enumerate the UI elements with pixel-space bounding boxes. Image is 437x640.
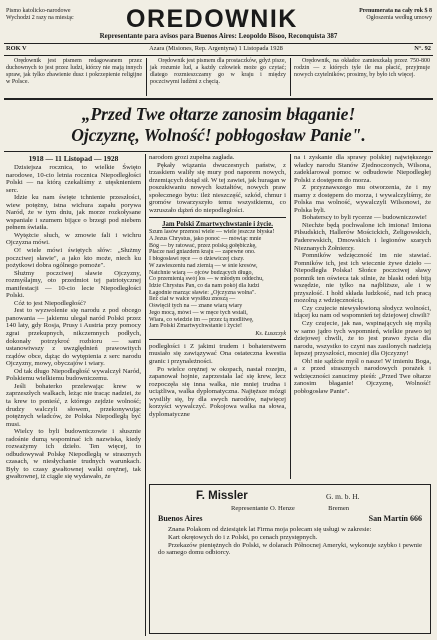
- poem-line: Płacze nad gniazdem kraju — zapewne ono.: [149, 249, 256, 256]
- poem-line: Jego mocą, mówi — w męce tych wstali,: [149, 309, 248, 316]
- notice-2: [150, 58, 286, 86]
- masthead-representatives: Representante para avisos para Buenos Aires: Leopoldo Bisoo, Reconquista 387: [99, 32, 338, 40]
- ad-header: [156, 490, 424, 504]
- dateline-place-date: Azara (Misiones, Rep. Argentyna) 1 Listopada 1928: [149, 45, 283, 52]
- ad-service: Kart okrętowych do i z Polski, po cenach przystępnych.: [168, 533, 318, 541]
- poem-rule-bottom: [149, 339, 286, 340]
- headline-line-1: „Przed Twe ołtarze zanosim błaganie!: [81, 104, 356, 124]
- masthead-rule-bottom: [4, 55, 433, 56]
- notice-3: [294, 58, 430, 79]
- poem-line: A Jezus Chrystus, jako ponoć — mówiąc mnie: [149, 236, 262, 243]
- dateline: [6, 45, 431, 54]
- col1-paragraph: Służmy poczciwej sławie Ojczyzny, rozmyślajmy, oto przedmiot tej patriotycznej manifestacji — 10-cio lecie Niepodległości Polski.: [6, 269, 141, 300]
- poem-line: Ileż ciał w walce wysiłku znoszą —: [149, 296, 236, 303]
- masthead-title: OREDOWNIK: [126, 5, 298, 33]
- col1-paragraph: O! wiele mówi świętych słów: „Służmy poczciwej sławie", a jako kto może, niech ku pożytkowi dobra ogólnego pomoże".: [6, 247, 141, 270]
- masthead-price: Prenumerata na cały rok $ 8: [359, 8, 432, 14]
- masthead-left-line2: Wychodzi 2 razy na miesiąc: [6, 15, 74, 21]
- col3-paragraph: Oh! nie sądźcie myśl o nasze! W imieniu Boga, a z przed strasznych narodowych porażek i wdzięczności zanucimy pieśń: „Przed Twe ołtarze zanosim błaganie! Ojczyznę, Wolność! pobłogosław Panie".: [294, 357, 431, 395]
- dateline-number: N°. 92: [414, 45, 431, 52]
- col3-paragraph: Niechże będą pochwalone ich imiona! Imiona Piłsudskich, Hallerów Mościckich, Żeligowskich, Paderewskich, Dmowskich i legionów szarych Nieznanych Żołnierzy.: [294, 221, 431, 252]
- poem-line: Szum lasów przenosi wiele — wiele jeszcze błyska!: [149, 229, 275, 236]
- advertisement-box: [149, 484, 431, 634]
- ad-right-city: Bremen: [328, 505, 350, 512]
- ad-representative: Representante O. Henze: [230, 505, 295, 512]
- ad-intro: Znana Polakom od dziesiątek lat Firma moja polecam się usługi w zakresie:: [168, 526, 372, 533]
- notice-divider-1: [146, 58, 147, 96]
- col1-paragraph: Dzisiejsza rocznica, to wielkie Święto narodowe, 10-cio letnia rocznica Niepodległości Polski — na którą czekaliśmy z utęsknieniem serc.: [6, 164, 141, 194]
- masthead-left-line1: Pismo katolicko-narodowe: [6, 8, 71, 14]
- col2-paragraph: narodom grozi zupełna zagłada.: [149, 154, 235, 161]
- col1-paragraph: Cóż to jest Niepodległość?: [14, 299, 86, 307]
- poem-line: Wiara, co wiedzie im — przez tą modlitwę,: [149, 316, 254, 323]
- col3-paragraph: Pomników wdzięczność im nie stawiać. Pomników ich, jest ich wiecznie żywe dzieło — Niepodległa Polska! Słońce poczciwej sławy pomnik ten oświeca tak silnie, że blaski odeń biją wszędzie, nie tylko na najbliższe, ale i w przyszłość. I hołd składa ludzkość, nad ich pracą mozolną z wdzięcznością.: [294, 252, 431, 305]
- ad-body: [158, 526, 422, 557]
- notice-divider-2: [290, 58, 291, 96]
- headline-line-2: Ojczyznę, Wolność! pobłogosław Panie".: [71, 125, 366, 145]
- col2-paragraph: podległości i Z jakimi trudem i bohaterstwem musiało się zawiązywać Ona ostateczna kwestia granic i przynależności.: [149, 342, 286, 366]
- poem-line: Co przemienią swój los — w młodym oddechu,: [149, 276, 264, 283]
- poem-line: Jam Polski Zmartwychwstanie i życie!: [149, 323, 242, 330]
- ad-representative-line: [156, 505, 424, 512]
- poem-body: [149, 229, 286, 330]
- anniversary-dateline: 1918 — 11 Listopad — 1928: [28, 154, 119, 163]
- col3-paragraph: Czy czujecie, jak nas, wspinających się myślą w samo jądro tych wspomnień, wielkie prawo tej dziejowej chwili, że to jest prawo życia dla narodu, wszystko to czyni nas zasilonych nadzieją lepszej przyszłości, mocniej dla Ojczyzny!: [294, 320, 431, 358]
- column-divider-2: [290, 154, 291, 479]
- poem-line: Idzie Chrystus Pan, co da nam pokój dla ludzi: [149, 283, 260, 289]
- masthead-right: [320, 8, 432, 22]
- ad-company-suffix: G. m. b. H.: [326, 492, 360, 501]
- dateline-volume: ROK V: [6, 45, 27, 52]
- poem-signature: Ks. Łuszczyk: [255, 330, 286, 337]
- col1-paragraph: Od tak długo Niepodległość wywalczył Naród, Polskiemu wielkiemu budowniczemu.: [6, 367, 141, 383]
- column-divider-1: [145, 154, 146, 636]
- notice-3-text: Orędownik, na okładce zamieszkałą przez 750-800 rodzin — z których tyle ile ma płacić, przyjmuje nowych czytelników; prosimy, by było ich więcej.: [294, 58, 430, 78]
- poem-line: W zawieszeniu nad ziemią — w śnie kresów,: [149, 262, 258, 269]
- main-headline: [0, 104, 437, 146]
- col2-paragraph: Po wielce orężnej w okopach, nastał rozejm, zapanował hojnie, zaprzestała lać się krew, lecz rozpoczęła się inna walka, nie mniej trudna i uciążliwa, walka dyplomatyczna. Najtęższe mózgi wysiliły się, by dla swych narodów, najwięcej korzyści wywalczyć. Pokojowa walka na słowa, dyplomatyczne: [149, 365, 286, 418]
- col2-paragraph: Pękały wiązania dwuczesnych państw, z trzaskiem waliły się mury pod naporem nowych, drzemiących dotąd sił. W tej zawiei, jak huragan w poszukiwaniu nowych kształtów, nowych praw społecznego bytu: ileż nieszczęść, szkód, chmur i gromów towarzyszyło temu wszystkiemu, co wzruszało dążeń do niepodległości.: [149, 161, 286, 214]
- poem-title: Jam Polski Zmartwychwstanie i życie.: [162, 221, 273, 229]
- col1-paragraph: Idzie ku nam święte tchnienie przeszłości, wiew potężny, istna wichura zapału porywa Naród, że w tym dniu, jak morze rozkołysane wspaniale i szumem bijące o brzegi pod niebem pełnem światła.: [6, 194, 141, 232]
- notices-rule: [4, 98, 433, 100]
- poem-line: I błogosławi ręce — o dziewiczej ciszy.: [149, 256, 245, 263]
- poem-rule-top: [149, 217, 286, 218]
- ad-address: San Martín 666: [368, 514, 422, 523]
- ad-company: F. Missler: [196, 490, 248, 502]
- poem-line: Łagodnie marząc sławie: „Ojczyzna wolna".: [149, 289, 256, 296]
- col1-paragraph: Jest to wyzwolenie się narodu z pod obcego panowania — jakiemu ulegał naród Polski przez 140 laty, gdy Rosja, Prusy i Austria przy pomocy zgrai przekupnych, nikczemnych podłych, dokonały potrzykroć rozbioru — sami ustanowiwszy z uwzględnień prawowitych rządów obce, dążąc do wytępienia z serc narodu Ojczyzny, mowy, obyczajów i wiary.: [6, 307, 141, 368]
- col1-paragraph: Jeśli bohaterko przelewając krew w zaprzeszłych walkach, leżąc nie tracąc nadziei, że ta krew to ponieść, z którego zejdzie wolność; drudzy walczyli słowem, przekonywując potężnych władców, że Polska Niepodległą być musi.: [6, 382, 141, 428]
- col3-paragraph: na i zyskanie dla sprawy polskiej największego władcy narodu Stanów Zjednoczonych, Wilsona, zadeklarował pomoc w odbudowie Niepodległej Polski z dostępem do morza.: [294, 154, 431, 184]
- poem-line: Natchnie wiarą — ojców budzących długo,: [149, 269, 253, 276]
- masthead-left: [6, 8, 116, 22]
- masthead-ads: Ogłoszenia według umowy: [366, 15, 432, 21]
- column-1: [6, 154, 141, 636]
- col3-paragraph: Z przyznawszego mu otworzenia, że i my mamy z dostępem do morza, i wywalczyliśmy, że Polska ma wolność, wywalczyli Wilsonowi, że Polska byli.: [294, 184, 431, 214]
- column-3: [294, 154, 431, 479]
- col3-paragraph: Czy czujecie niewysłowioną słodycz wolności, idącej ku nam od wspomnień tej dziejowej chwili?: [294, 304, 431, 320]
- headline-rule: [4, 151, 433, 152]
- notice-1-text: Orędownik jest pismem redagowanem przez duchownych to jest przez ludzi, którzy nie mają innych spraw, jak tylko zbawienie dusz i pokrzepienie religijne w Polsce.: [6, 58, 142, 85]
- ad-service: Przekazów pieniężnych do Polski, w dolarach Północnej Ameryki, wykonuje szybko i pewnie do samego domu odbiorcy.: [158, 541, 422, 557]
- notice-1: [6, 58, 142, 86]
- col3-paragraph: Bohaterscy to byli rycerze — budowniczowie!: [302, 214, 427, 222]
- ad-left-city: Buenos Aires: [158, 514, 203, 523]
- poem-line: Bóg — by ratować, przez polską gołębiczkę,: [149, 242, 257, 249]
- col1-paragraph: Wytężcie słuch, w zmowie fali i wichru Ojczyzna mówi.: [6, 231, 141, 247]
- col1-paragraph: Wielcy to byli budowniczowie i słusznie radośnie dumą wspominać ich nazwiska, kiedy rozważymy ich dzieło. Ten więcej, to odbudowywał Polskę Niepodległą w strasznych czasach, w niesłychanie trudnych warunkach. Były to czasy gwałtownej walki orężnej, tak gwałtownej, iż ciągle się wydawało, że: [6, 428, 141, 481]
- poem-line: Oświęcił tych na — znane wiarą wiary: [149, 303, 243, 310]
- masthead-rule-top: [4, 43, 433, 44]
- column-2: [149, 154, 286, 479]
- notice-2-text: Orędownik jest pismem dla prostaczków, gdyż pisze, jak rozumie lud, a każdy człowiek może go czytać; dlatego rozmieszczamy go w kraju i między poczciwymi ludźmi z chęcią.: [150, 58, 286, 85]
